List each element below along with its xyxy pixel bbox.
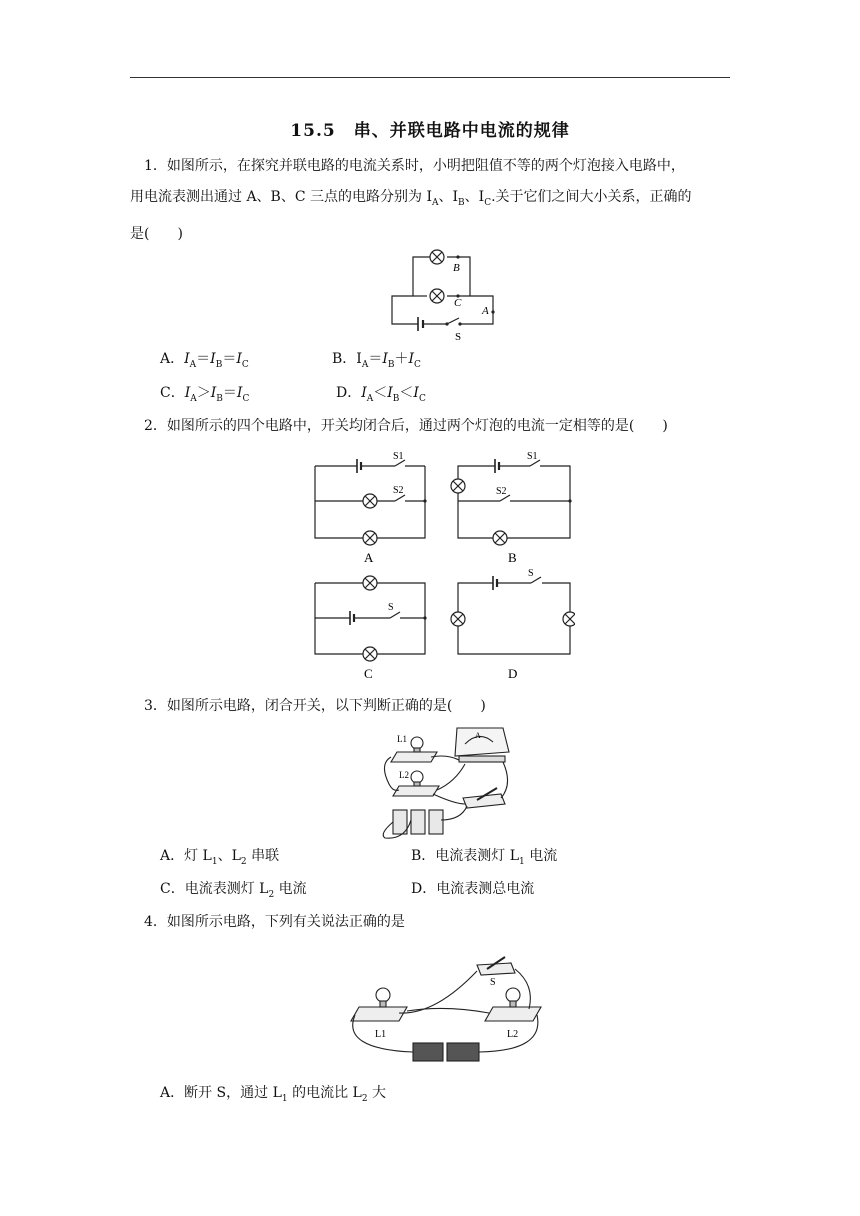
q2-a-label-s2: S2 [393,485,404,496]
page-title: 15.5 串、并联电路中电流的规律 [290,121,570,141]
q1-label-c: C [454,297,462,309]
q1-circuit-figure [385,248,505,344]
q3-label-l1: L1 [397,734,407,744]
question-2-stem: 2．如图所示的四个电路中，开关均闭合后，通过两个灯泡的电流一定相等的是( ) [144,418,668,434]
q4-option-a: A．断开 S，通过 $L_1$ 的电流比 $L_2$ 大 [160,1085,387,1104]
q2-label-c: C [364,666,373,681]
q3-label-a: A [475,731,481,740]
q3-option-a: A．灯 $L_1$、$L_2$ 串联 [160,848,280,867]
q2-label-a: A [364,550,374,565]
q2-label-b: B [508,550,517,565]
q3-option-c: C．电流表测灯 $L_2$ 电流 [160,881,307,900]
q1-label-a: A [482,305,489,317]
q3-label-l2: L2 [399,770,409,780]
q1-label-s: S [455,331,462,343]
question-1-stem: 1．如图所示，在探究并联电路的电流关系时，小明把阻值不等的两个灯泡接入电路中， 用电流表测出通过 A、B、C 三点的电路分别为 $I_A$、$I_B$、$I_C$.关于它们之间大小关系，正确的 是( ) [130,158,692,242]
q3-option-b: B．电流表测灯 $L_1$ 电流 [411,848,558,867]
q4-label-l1: L1 [375,1029,387,1040]
q2-a-label-s1: S1 [393,451,404,462]
q1-option-d: D．$I_A<I_B<I_C$ [336,385,426,404]
q2-c-label-s: S [388,602,394,613]
q4-circuit-figure [345,955,545,1065]
q1-label-b: B [453,262,460,274]
header-rule [130,77,730,78]
q2-circuits-figure [305,448,575,684]
q2-label-d: D [508,666,518,681]
question-4-stem: 4．如图所示电路，下列有关说法正确的是 [144,914,405,930]
q2-d-label-s: S [528,568,534,579]
q3-option-d: D．电流表测总电流 [411,881,535,897]
q4-label-l2: L2 [507,1029,519,1040]
q4-label-s: S [490,977,496,988]
question-3-stem: 3．如图所示电路，闭合开关，以下判断正确的是( ) [144,698,486,714]
q2-b-label-s1: S1 [527,451,538,462]
q1-option-b: B．$I_A=I_B+I_C$ [332,351,421,370]
q3-circuit-figure [375,724,515,840]
q1-option-a: A．$I_A=I_B=I_C$ [160,351,249,370]
q1-option-c: C．$I_A>I_B=I_C$ [160,385,250,404]
q2-b-label-s2: S2 [496,486,507,497]
